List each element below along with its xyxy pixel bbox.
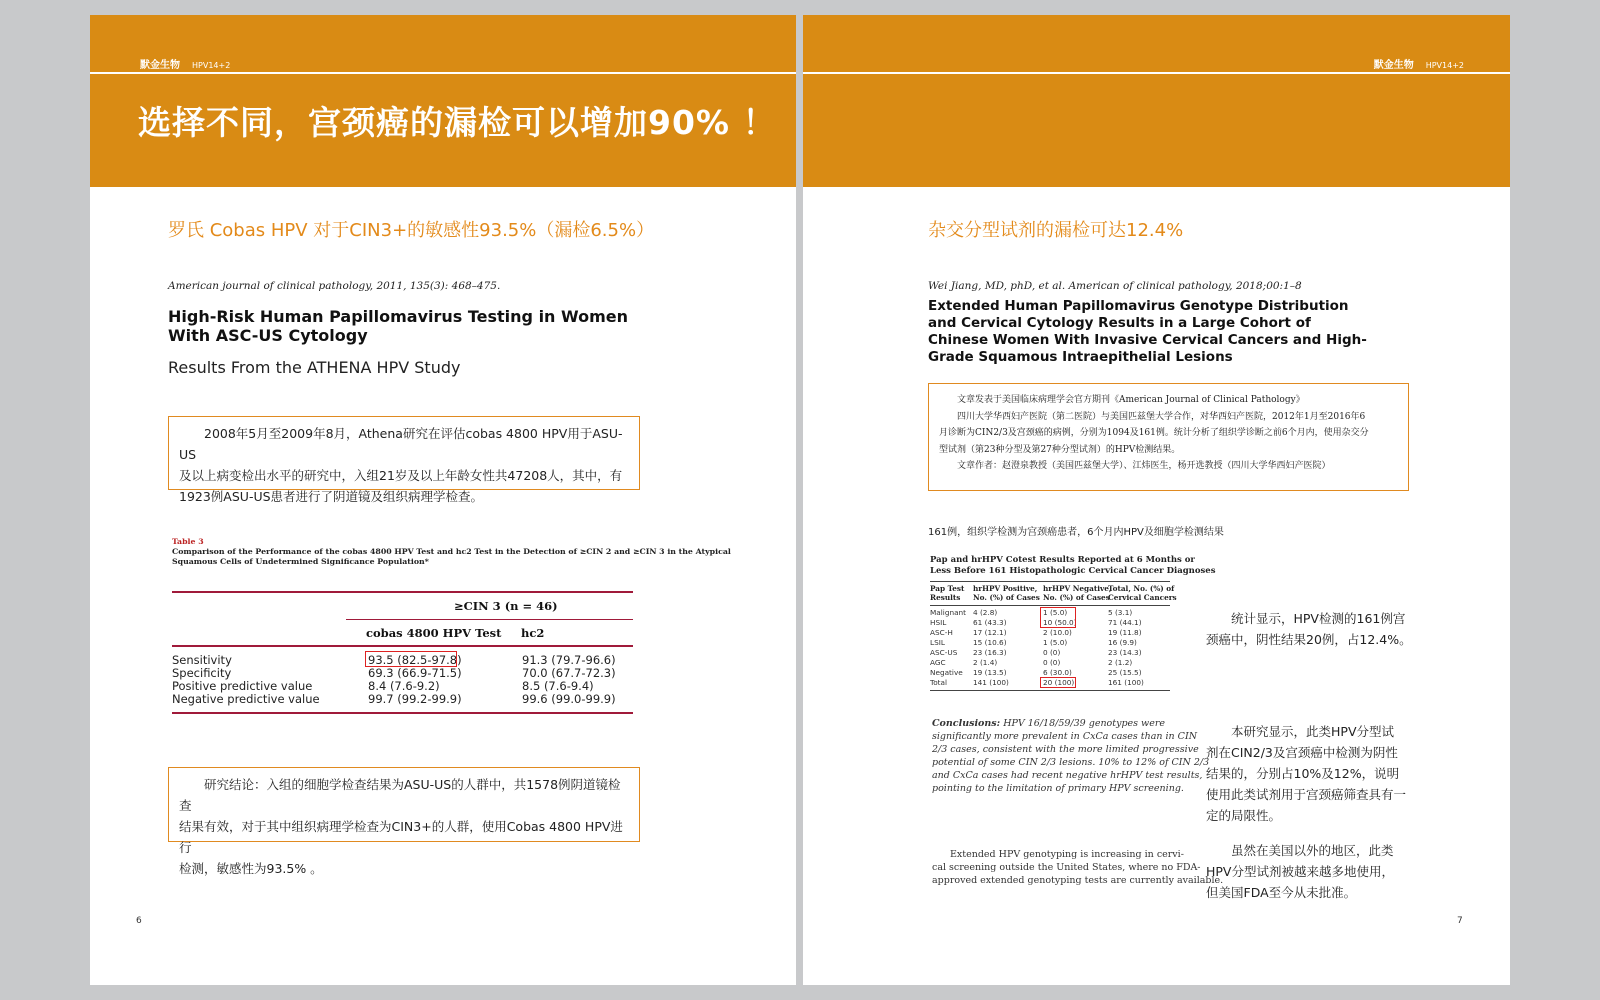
- page-headline: 选择不同，宫颈癌的漏检可以增加90% ！: [138, 103, 777, 142]
- side-commentary-3: [1206, 840, 1416, 903]
- right-page: [803, 15, 1510, 985]
- negative-highlight: [1040, 607, 1076, 628]
- conclusions-line: and CxCa cases had recent negative hrHPV test results,: [932, 770, 1203, 781]
- paper-title-line: Chinese Women With Invasive Cervical Cancers and High-: [928, 332, 1367, 348]
- table-top-rule: [172, 591, 633, 593]
- table-row-label: Sensitivity: [172, 653, 232, 667]
- sensitivity-highlight: [365, 651, 457, 667]
- mini-table-header-line: Results: [930, 593, 961, 602]
- conclusions-label: Conclusions:: [932, 718, 1001, 729]
- side-text: 使用此类试剂用于宫颈癌筛查具有一: [1206, 787, 1407, 802]
- table-row-label: Positive predictive value: [172, 679, 313, 693]
- mini-table-header-line: No. (%) of Cases: [1043, 593, 1110, 602]
- conclusion-text: 结果有效，对于其中组织病理学检查为CIN3+的人群，使用Cobas 4800 HPV进行: [179, 819, 623, 855]
- side-commentary-2: [1206, 721, 1416, 826]
- paper-title-line: High-Risk Human Papillomavirus Testing in Women: [168, 307, 628, 326]
- mini-table-cell: 17 (12.1): [973, 628, 1007, 637]
- mini-table-cell: 161 (100): [1108, 678, 1144, 687]
- table-cell: 99.6 (99.0-99.9): [522, 692, 616, 706]
- conclusions-line: HPV 16/18/59/39 genotypes were: [1003, 718, 1165, 729]
- side-text: 剂在CIN2/3及宫颈癌中检测为阴性: [1206, 745, 1398, 760]
- brand-name: 默金生物: [1373, 60, 1414, 71]
- mini-table-cell: 5 (3.1): [1108, 608, 1133, 617]
- table-cell: 91.3 (79.7-96.6): [522, 653, 616, 667]
- table-col-header: hc2: [521, 626, 545, 640]
- mini-table-cell: 23 (16.3): [973, 648, 1007, 657]
- extended-line: cal screening outside the United States, where no FDA-: [932, 862, 1201, 873]
- table-col-header: cobas 4800 HPV Test: [366, 626, 502, 640]
- mini-table-header-line: hrHPV Negative,: [1043, 584, 1112, 593]
- mini-table-row-label: Total: [930, 678, 948, 687]
- mini-table-caption-line: Pap and hrHPV Cotest Results Reported at 6 Months or: [930, 555, 1195, 565]
- table-group-header: ≥CIN 3 (n = 46): [454, 599, 558, 613]
- table-row-label: Negative predictive value: [172, 692, 320, 706]
- paper-subtitle: Results From the ATHENA HPV Study: [168, 358, 461, 377]
- header-rule: [803, 72, 1510, 74]
- mini-table-cell: 2 (1.4): [973, 658, 998, 667]
- brand: [140, 56, 230, 71]
- side-text: 但美国FDA至今从未批准。: [1206, 885, 1357, 900]
- info-text: 型试剂（第23种分型及第27种分型试剂）的HPV检测结果。: [939, 444, 1181, 455]
- brand: [1374, 56, 1464, 71]
- table-label: Table 3: [172, 537, 204, 546]
- mini-table-cell: 25 (15.5): [1108, 668, 1142, 677]
- paper-title: [928, 298, 1367, 366]
- info-box: [928, 383, 1409, 491]
- side-commentary-1: [1206, 608, 1416, 650]
- table-caption-line: Squamous Cells of Undetermined Significance Population*: [172, 557, 429, 566]
- intro-box: [168, 416, 640, 504]
- study-note: 161例，组织学检测为宫颈癌患者，6个月内HPV及细胞学检测结果: [928, 527, 1224, 538]
- mini-table-caption-line: Less Before 161 Histopathologic Cervical Cancer Diagnoses: [930, 566, 1216, 576]
- mini-table-header: [1043, 584, 1111, 602]
- mini-table-row-label: Negative: [930, 668, 963, 677]
- extended-text: [932, 848, 1223, 887]
- mini-table-bottom-rule: [930, 690, 1170, 691]
- mini-table-header: [1108, 584, 1177, 602]
- conclusions-line: potential of some CIN 2/3 lesions. 10% to 12% of CIN 2/3: [932, 757, 1210, 768]
- table-cell: 8.5 (7.6-9.4): [522, 679, 594, 693]
- mini-table-row-label: Malignant: [930, 608, 967, 617]
- brand-name: 默金生物: [140, 60, 180, 71]
- conclusion-text: 检测，敏感性为93.5% 。: [179, 861, 323, 876]
- paper-title-line: Extended Human Papillomavirus Genotype Distribution: [928, 298, 1349, 314]
- citation: American journal of clinical pathology, 2011, 135(3): 468–475.: [168, 280, 501, 292]
- mini-table-header: [930, 584, 964, 602]
- mini-table-cell: 20 (100): [1043, 678, 1075, 687]
- header-band: [803, 15, 1510, 187]
- page-number: 7: [1457, 916, 1463, 926]
- left-page: [90, 15, 796, 985]
- mini-table-header-line: Total, No. (%) of: [1108, 584, 1175, 593]
- info-text: 月诊断为CIN2/3及宫颈癌的病例，分别为1094及161例。统计分析了组织学诊断之前6个月内，使用杂交分: [939, 428, 1369, 438]
- table-header-rule: [172, 645, 633, 647]
- info-text: 文章发表于美国临床病理学会官方期刊《American Journal of Clinical Pathology》: [957, 395, 1305, 405]
- section-subheading: 杂交分型试剂的漏检可达12.4%: [928, 220, 1184, 241]
- info-text: 文章作者：赵澄泉教授（美国匹兹堡大学）、江炜医生，杨开选教授（四川大学华西妇产医院）: [957, 461, 1331, 471]
- mini-table-cell: 6 (30.0): [1043, 668, 1072, 677]
- conclusion-box: [168, 767, 640, 876]
- mini-table-cell: 19 (13.5): [973, 668, 1007, 677]
- intro-text: 及以上病变检出水平的研究中，入组21岁及以上年龄女性共47208人，其中，有: [179, 468, 623, 483]
- mini-table-cell: 10 (50.0): [1043, 618, 1077, 627]
- mini-table-top-rule: [930, 581, 1170, 582]
- side-text: 定的局限性。: [1206, 808, 1282, 823]
- extended-line: approved extended genotyping tests are currently available.: [932, 875, 1224, 886]
- side-text: 虽然在美国以外的地区，此类: [1231, 843, 1394, 858]
- table-bottom-rule: [172, 712, 633, 714]
- negative-total-highlight: [1040, 677, 1076, 688]
- table-cell: 93.5 (82.5-97.8): [368, 653, 462, 667]
- paper-title: [168, 307, 628, 345]
- mini-table-header-line: Cervical Cancers: [1108, 593, 1177, 602]
- table-caption-line: Comparison of the Performance of the cobas 4800 HPV Test and hc2 Test in the Detection of ≥CIN 2 and ≥CIN 3 in the Atypical: [172, 547, 731, 556]
- intro-text: 2008年5月至2009年8月，Athena研究在评估cobas 4800 HPV用于ASU-US: [179, 426, 623, 462]
- mini-table-header-line: No. (%) of Cases: [973, 593, 1040, 602]
- section-subheading: 罗氏 Cobas HPV 对于CIN3+的敏感性93.5%（漏检6.5%）: [168, 220, 655, 241]
- extended-line: Extended HPV genotyping is increasing in cervi-: [950, 849, 1184, 860]
- table-group-rule: [346, 619, 633, 620]
- conclusions-line: pointing to the limitation of primary HPV screening.: [932, 783, 1184, 794]
- conclusions-line: 2/3 cases, consistent with the more limited progressive: [932, 744, 1199, 755]
- table-cell: 99.7 (99.2-99.9): [368, 692, 462, 706]
- mini-table-header: [973, 584, 1040, 602]
- table-caption: [172, 537, 731, 567]
- mini-table-row-label: ASC-US: [930, 648, 958, 657]
- mini-table-row-label: HSIL: [930, 618, 947, 627]
- side-text: 本研究显示，此类HPV分型试: [1231, 724, 1394, 739]
- page-number: 6: [136, 916, 142, 926]
- mini-table-header-line: Pap Test: [930, 584, 965, 593]
- mini-table-cell: 1 (5.0): [1043, 608, 1068, 617]
- mini-table-header-line: hrHPV Positive,: [973, 584, 1038, 593]
- conclusions-line: significantly more prevalent in CxCa cases than in CIN: [932, 731, 1198, 742]
- mini-table-caption: [930, 555, 1216, 577]
- citation: Wei Jiang, MD, phD, et al. American of clinical pathology, 2018;00:1–8: [928, 280, 1302, 292]
- side-text: HPV分型试剂被越来越多地使用，: [1206, 864, 1394, 879]
- mini-table-cell: 16 (9.9): [1108, 638, 1137, 647]
- mini-table-row-label: LSIL: [930, 638, 945, 647]
- side-text: 结果的，分别占10%及12%，说明: [1206, 766, 1400, 781]
- mini-table-cell: 15 (10.6): [973, 638, 1007, 647]
- header-rule: [90, 72, 796, 74]
- conclusions-text: [932, 717, 1209, 795]
- mini-table-cell: 1 (5.0): [1043, 638, 1068, 647]
- mini-table-row-label: AGC: [930, 658, 946, 667]
- mini-table-cell: 2 (10.0): [1043, 628, 1072, 637]
- mini-table-cell: 23 (14.3): [1108, 648, 1142, 657]
- mini-table-cell: 71 (44.1): [1108, 618, 1142, 627]
- table-cell: 8.4 (7.6-9.2): [368, 679, 440, 693]
- paper-title-line: With ASC-US Cytology: [168, 326, 368, 346]
- conclusion-text: 研究结论：入组的细胞学检查结果为ASU-US的人群中，共1578例阴道镜检查: [179, 777, 621, 813]
- info-text: 四川大学华西妇产医院（第二医院）与美国匹兹堡大学合作，对华西妇产医院，2012年1月至2016年6: [957, 411, 1366, 422]
- paper-title-line: Grade Squamous Intraepithelial Lesions: [928, 349, 1233, 365]
- mini-table-cell: 141 (100): [973, 678, 1009, 687]
- intro-text: 1923例ASU-US患者进行了阴道镜及组织病理学检查。: [179, 489, 484, 504]
- side-text: 统计显示，HPV检测的161例宫: [1231, 611, 1406, 626]
- mini-table-cell: 0 (0): [1043, 658, 1061, 667]
- mini-table-cell: 4 (2.8): [973, 608, 998, 617]
- header-band: [90, 15, 796, 187]
- table-row-label: Specificity: [172, 666, 232, 680]
- paper-title-line: and Cervical Cytology Results in a Large Cohort of: [928, 315, 1311, 331]
- mini-table-cell: 19 (11.8): [1108, 628, 1142, 637]
- brand-product: HPV14+2: [1425, 61, 1464, 70]
- brand-product: HPV14+2: [192, 61, 231, 70]
- mini-table-row-label: ASC-H: [930, 628, 953, 637]
- mini-table-cell: 2 (1.2): [1108, 658, 1133, 667]
- table-cell: 69.3 (66.9-71.5): [368, 666, 462, 680]
- side-text: 颈癌中，阴性结果20例，占12.4%。: [1206, 632, 1412, 647]
- table-cell: 70.0 (67.7-72.3): [522, 666, 616, 680]
- mini-table-cell: 61 (43.3): [973, 618, 1007, 627]
- mini-table-cell: 0 (0): [1043, 648, 1061, 657]
- mini-table-header-rule: [930, 605, 1170, 606]
